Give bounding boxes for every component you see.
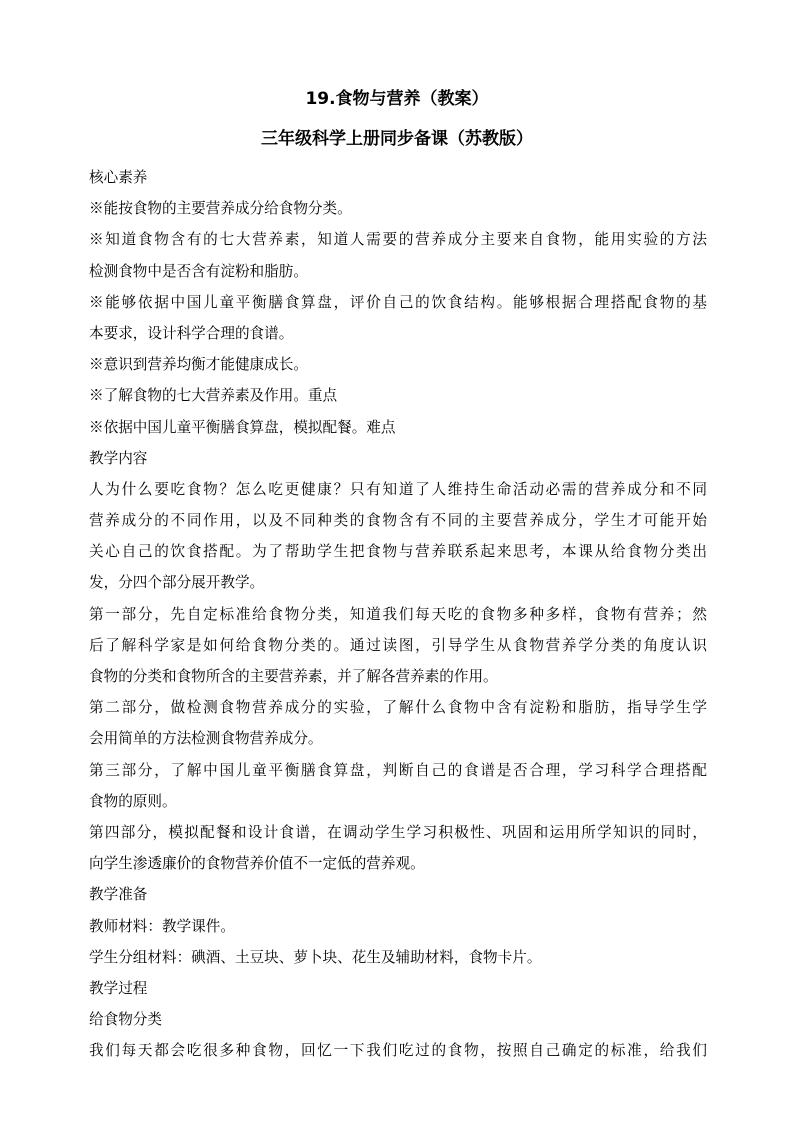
text-line: 营养成分的不同作用，以及不同种类的食物含有不同的主要营养成分，学生才可能开始 (89, 512, 707, 530)
text-line: 后了解科学家是如何给食物分类的。通过读图，引导学生从食物营养学分类的角度认识 (89, 636, 707, 654)
document-subtitle: 三年级科学上册同步备课（苏教版） (261, 129, 533, 149)
text-line: 教学内容 (89, 449, 148, 467)
text-line: ※了解食物的七大营养素及作用。重点 (89, 387, 338, 405)
text-line: 食物的分类和食物所含的主要营养素，并了解各营养素的作用。 (89, 668, 498, 685)
document-body (89, 162, 707, 1066)
text-line: 第一部分，先自定标准给食物分类，知道我们每天吃的食物多种多样，食物有营养；然 (89, 605, 707, 623)
text-line: 第四部分，模拟配餐和设计食谱，在调动学生学习积极性、巩固和运用所学知识的同时， (89, 823, 707, 841)
text-line: ※知道食物含有的七大营养素，知道人需要的营养成分主要来自食物，能用实验的方法 (89, 231, 707, 249)
text-line: 教学准备 (89, 886, 148, 904)
text-line: 会用简单的方法检测食物营养成分。 (89, 730, 323, 748)
text-line: 向学生渗透廉价的食物营养价值不一定低的营养观。 (89, 855, 425, 873)
text-line: 食物的原则。 (89, 792, 177, 810)
text-line: ※意识到营养均衡才能健康成长。 (89, 356, 308, 374)
text-line: 教师材料：教学课件。 (89, 917, 235, 935)
text-line: 核心素养 (89, 169, 148, 186)
document-title: 19.食物与营养（教案） (305, 89, 489, 109)
text-line: 我们每天都会吃很多种食物，回忆一下我们吃过的食物，按照自己确定的标准，给我们 (89, 1042, 707, 1060)
text-line: 给食物分类 (89, 1011, 162, 1029)
text-line: 第三部分，了解中国儿童平衡膳食算盘，判断自己的食谱是否合理，学习科学合理搭配 (89, 761, 707, 779)
text-line: ※依据中国儿童平衡膳食算盘，模拟配餐。难点 (89, 418, 396, 436)
text-line: ※能够依据中国儿童平衡膳食算盘，评价自己的饮食结构。能够根据合理搭配食物的基 (89, 293, 707, 311)
text-line: 教学过程 (89, 979, 148, 997)
text-line: 学生分组材料：碘酒、土豆块、萝卜块、花生及辅助材料，食物卡片。 (89, 948, 542, 966)
text-line: ※能按食物的主要营养成分给食物分类。 (89, 200, 352, 218)
text-line: 人为什么要吃食物？怎么吃更健康？只有知道了人维持生命活动必需的营养成分和不同 (89, 480, 707, 498)
text-line: 发，分四个部分展开教学。 (89, 574, 265, 592)
text-line: 检测食物中是否含有淀粉和脂肪。 (89, 262, 308, 280)
text-line: 关心自己的饮食搭配。为了帮助学生把食物与营养联系起来思考，本课从给食物分类出 (89, 543, 707, 561)
text-line: 第二部分，做检测食物营养成分的实验，了解什么食物中含有淀粉和脂肪，指导学生学 (89, 699, 707, 717)
text-line: 本要求，设计科学合理的食谱。 (89, 324, 294, 342)
